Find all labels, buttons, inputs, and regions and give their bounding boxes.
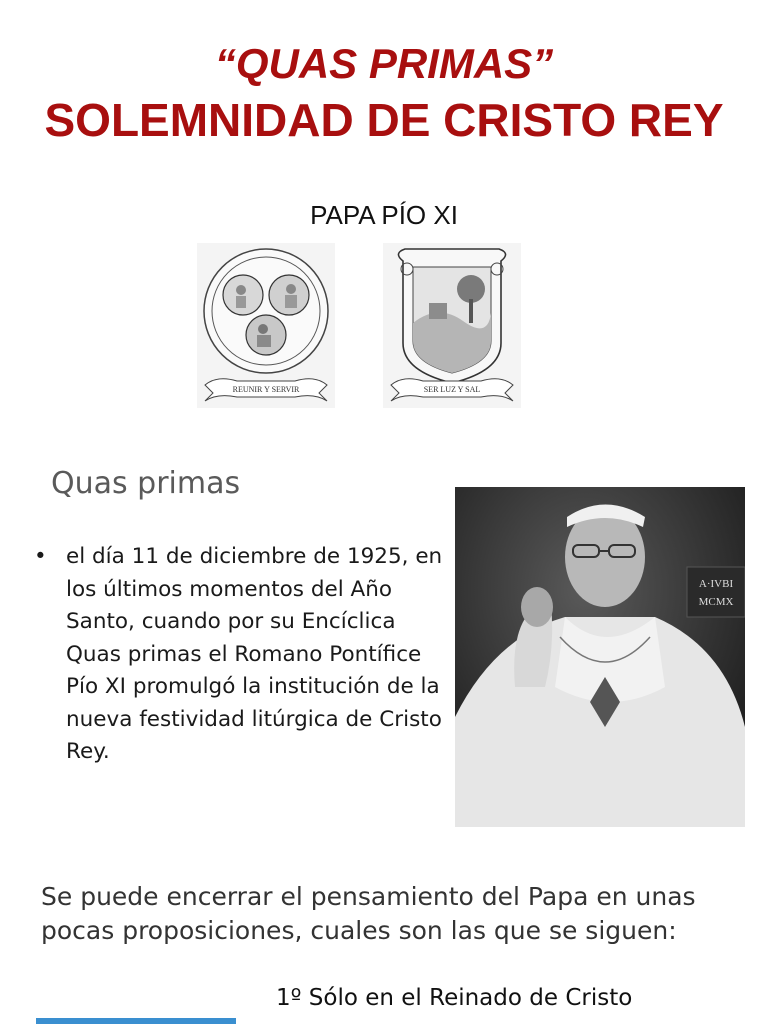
- seal-three-medallions-image: [197, 243, 335, 408]
- accent-bar: [36, 1018, 236, 1024]
- plaque-line-2: MCMX: [698, 596, 734, 608]
- seal-left-ribbon-text: REUNIR Y SERVIR: [232, 385, 300, 394]
- numbered-point-1: 1º Sólo en el Reinado de Cristo: [276, 985, 633, 1011]
- document-subtitle-heading: SOLEMNIDAD DE CRISTO REY: [44, 94, 724, 146]
- bullet-text: el día 11 de diciembre de 1925, en los últimos momentos del Año Santo, cuando por su Encíclica Quas primas el Romano Pontífice Pío XI promulgó la institución de la nueva festividad litúrgica de Cristo Rey.: [66, 544, 443, 764]
- bullet-item: [34, 541, 454, 769]
- seal-right-ribbon-text: SER LUZ Y SAL: [423, 385, 481, 394]
- plaque-line-1: A·IVBI: [698, 578, 734, 590]
- seal-shield-image: [383, 243, 521, 408]
- body-paragraph: Se puede encerrar el pensamiento del Papa en unas pocas proposiciones, cuales son las que se siguen:: [41, 882, 696, 945]
- slide-heading: Quas primas: [51, 466, 241, 501]
- author-line: PAPA PÍO XI: [310, 200, 458, 230]
- document-title: “QUAS PRIMAS”: [214, 40, 554, 87]
- bullet-dot-icon: •: [34, 544, 47, 569]
- pope-portrait-image: [455, 487, 745, 827]
